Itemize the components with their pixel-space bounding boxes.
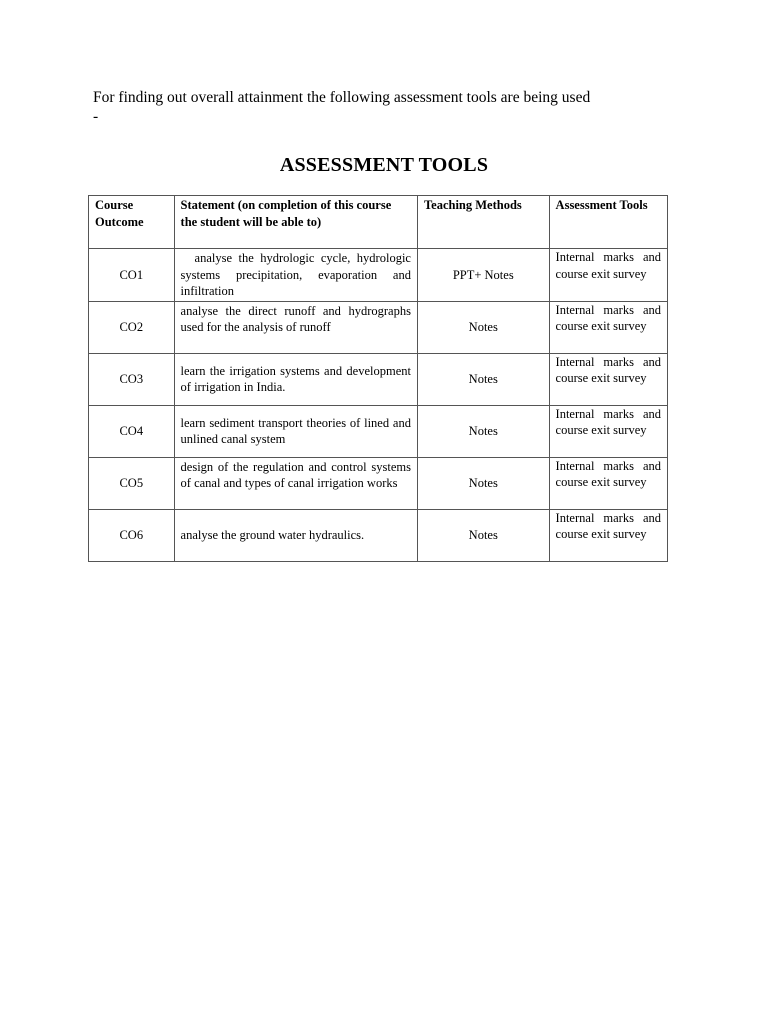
cell-teaching-method: Notes [417,353,549,405]
cell-course-outcome: CO6 [89,509,175,561]
header-row [89,196,668,249]
header-teaching-methods: Teaching Methods [417,196,549,249]
table-row [89,301,668,353]
header-statement: Statement (on completion of this course the student will be able to) [174,196,417,249]
table-row [89,457,668,509]
cell-assessment-tools: Internal marks and course exit survey [549,301,667,353]
table-header [89,196,668,249]
cell-teaching-method: PPT+ Notes [417,249,549,302]
cell-course-outcome: CO4 [89,405,175,457]
cell-statement: design of the regulation and control systems of canal and types of canal irrigation works [174,457,417,509]
table-row [89,353,668,405]
cell-statement: analyse the direct runoff and hydrographs used for the analysis of runoff [174,301,417,353]
cell-course-outcome: CO1 [89,249,175,302]
cell-statement: analyse the ground water hydraulics. [174,509,417,561]
cell-course-outcome: CO5 [89,457,175,509]
cell-course-outcome: CO2 [89,301,175,353]
intro-paragraph [93,88,693,126]
cell-teaching-method: Notes [417,509,549,561]
table-row [89,249,668,302]
intro-line-2: - [93,108,99,125]
cell-teaching-method: Notes [417,405,549,457]
cell-teaching-method: Notes [417,301,549,353]
cell-statement: analyse the hydrologic cycle, hydrologic systems precipitation, evaporation and infiltration [174,249,417,302]
table-row [89,509,668,561]
cell-teaching-method: Notes [417,457,549,509]
assessment-tools-table [88,195,668,562]
cell-assessment-tools: Internal marks and course exit survey [549,509,667,561]
cell-statement: learn the irrigation systems and development of irrigation in India. [174,353,417,405]
header-assessment-tools: Assessment Tools [549,196,667,249]
cell-course-outcome: CO3 [89,353,175,405]
cell-assessment-tools: Internal marks and course exit survey [549,457,667,509]
page-title: ASSESSMENT TOOLS [279,154,489,176]
table-body [89,249,668,562]
cell-statement: learn sediment transport theories of lined and unlined canal system [174,405,417,457]
cell-assessment-tools: Internal marks and course exit survey [549,405,667,457]
cell-assessment-tools: Internal marks and course exit survey [549,249,667,302]
cell-assessment-tools: Internal marks and course exit survey [549,353,667,405]
header-course-outcome: Course Outcome [89,196,175,249]
table-row [89,405,668,457]
intro-line-1: For finding out overall attainment the following assessment tools are being used [93,89,591,106]
